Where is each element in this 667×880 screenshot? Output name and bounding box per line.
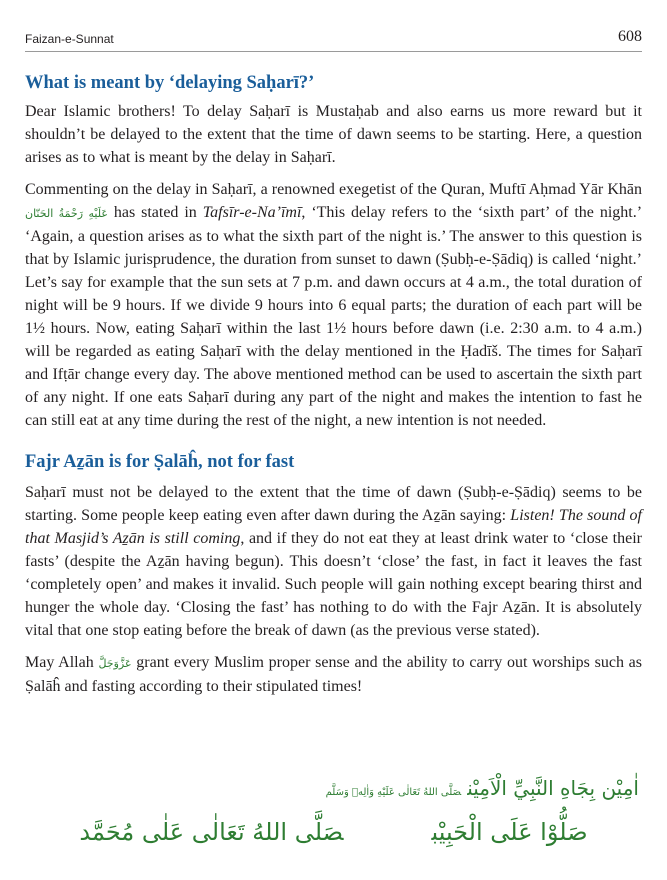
- paragraph-intro: Dear Islamic brothers! To delay Saḥarī is Mustaḥab and also earns us more reward but it shouldn’t be delayed to the extent that the time of dawn seems to be starting. Here, a question arises as to what is meant by the delay in Saḥarī.: [25, 103, 642, 166]
- section-heading-delaying-sahari: What is meant by ‘delaying Saḥarī?’: [25, 73, 315, 93]
- paragraph-text: Saḥarī must not be delayed to the extent that the time of dawn (Ṣubḥ-e-Ṣādiq) seems to be starting. Some people keep eating even after dawn during the Aẕān saying:: [25, 484, 642, 524]
- arabic-honorific: عَلَيْهِ رَحْمَةُ الحَنّان: [25, 207, 108, 220]
- book-reference: Tafsīr-e-Na’īmī: [202, 204, 302, 221]
- arabic-honorific: عَزَّوَجَلَّ: [98, 657, 132, 670]
- section-heading-fajr-azan: Fajr Aẕān is for Ṣalāĥ, not for fast: [25, 452, 295, 472]
- quoted-saying: Listen! The sound of that Masjid’s Aẕān is still coming: [25, 507, 642, 547]
- header-rule: [25, 51, 642, 52]
- paragraph-prayer: [25, 651, 642, 698]
- paragraph-text: , and if they do not eat they at least drink water to ‘close their fasts’ (despite the Aẕān having begun). This doesn’t ‘close’ the fast, in fact it leaves the fast ‘completely open’ and makes it invalid. Such people will gain nothing except bearing thirst and hunger the whole day. ‘Closing the fast’ has nothing to do with the Fajr Aẕān. It is absolutely vital that one stop eating before the break of dawn (as the previous verse stated).: [25, 530, 642, 639]
- salawat-line: [0, 818, 667, 846]
- paragraph-text: May Allah: [25, 654, 94, 671]
- paragraph-text: , ‘This delay refers to the ‘sixth part’ of the night.’ ‘Again, a question arises as to what the sixth part of the night is.’ The answer to this question is that by Islamic jurisprudence, the duration from sunset to dawn (Ṣubḥ-e-Ṣādiq) is called ‘night.’ Let’s say for example that the sun sets at 7 p.m. and dawn occurs at 4 a.m., the total duration of night will be 9 hours. If we divide 9 hours into 6 equal parts; the duration of each part will be 1½ hours. Now, eating Saḥarī within the last 1½ hours before dawn (i.e. 2:30 a.m. to 4 a.m.) will be regarded as eating Saḥarī with the delay mentioned in the Ḥadīš. The times for Saḥarī and Ifṭār change every day. The above mentioned method can be used to ascertain the sixth part of any night. If one eats Saḥarī during any part of the night and makes the intention to fast he can still eat at any time during the rest of the night, a new intention is not needed.: [25, 204, 643, 429]
- book-title: Faizan-e-Sunnat: [25, 32, 114, 46]
- page-number: 608: [618, 28, 642, 45]
- salawat-response: صَلَّى اللهُ تَعَالٰى عَلٰى مُحَمَّد: [79, 818, 344, 846]
- salawat-call: صَلُّوْا عَلَى الْحَبِيْب: [431, 818, 588, 846]
- paragraph-text: Commenting on the delay in Saḥarī, a renowned exegetist of the Quran, Muftī Aḥmad Yār Khān: [25, 181, 642, 198]
- running-header: [25, 28, 642, 50]
- paragraph-text: grant every Muslim proper sense and the ability to carry out worships such as Ṣalāĥ and fasting according to their stipulated times!: [25, 654, 643, 695]
- paragraph-fajr-azan: [25, 481, 642, 642]
- closing-dua: [326, 776, 639, 800]
- paragraph-text: has stated in: [113, 204, 197, 221]
- dua-text: اٰمِيْن بِجَاهِ النَّبِيِّ الْاَمِيْن: [467, 776, 639, 800]
- page-content: [25, 70, 642, 698]
- paragraph-sixth-part: [25, 178, 642, 432]
- dua-honorific: صَلَّى اللهُ تَعَالٰى عَلَيْهِ وَاٰلِهٖ وَسَلَّم: [325, 787, 462, 798]
